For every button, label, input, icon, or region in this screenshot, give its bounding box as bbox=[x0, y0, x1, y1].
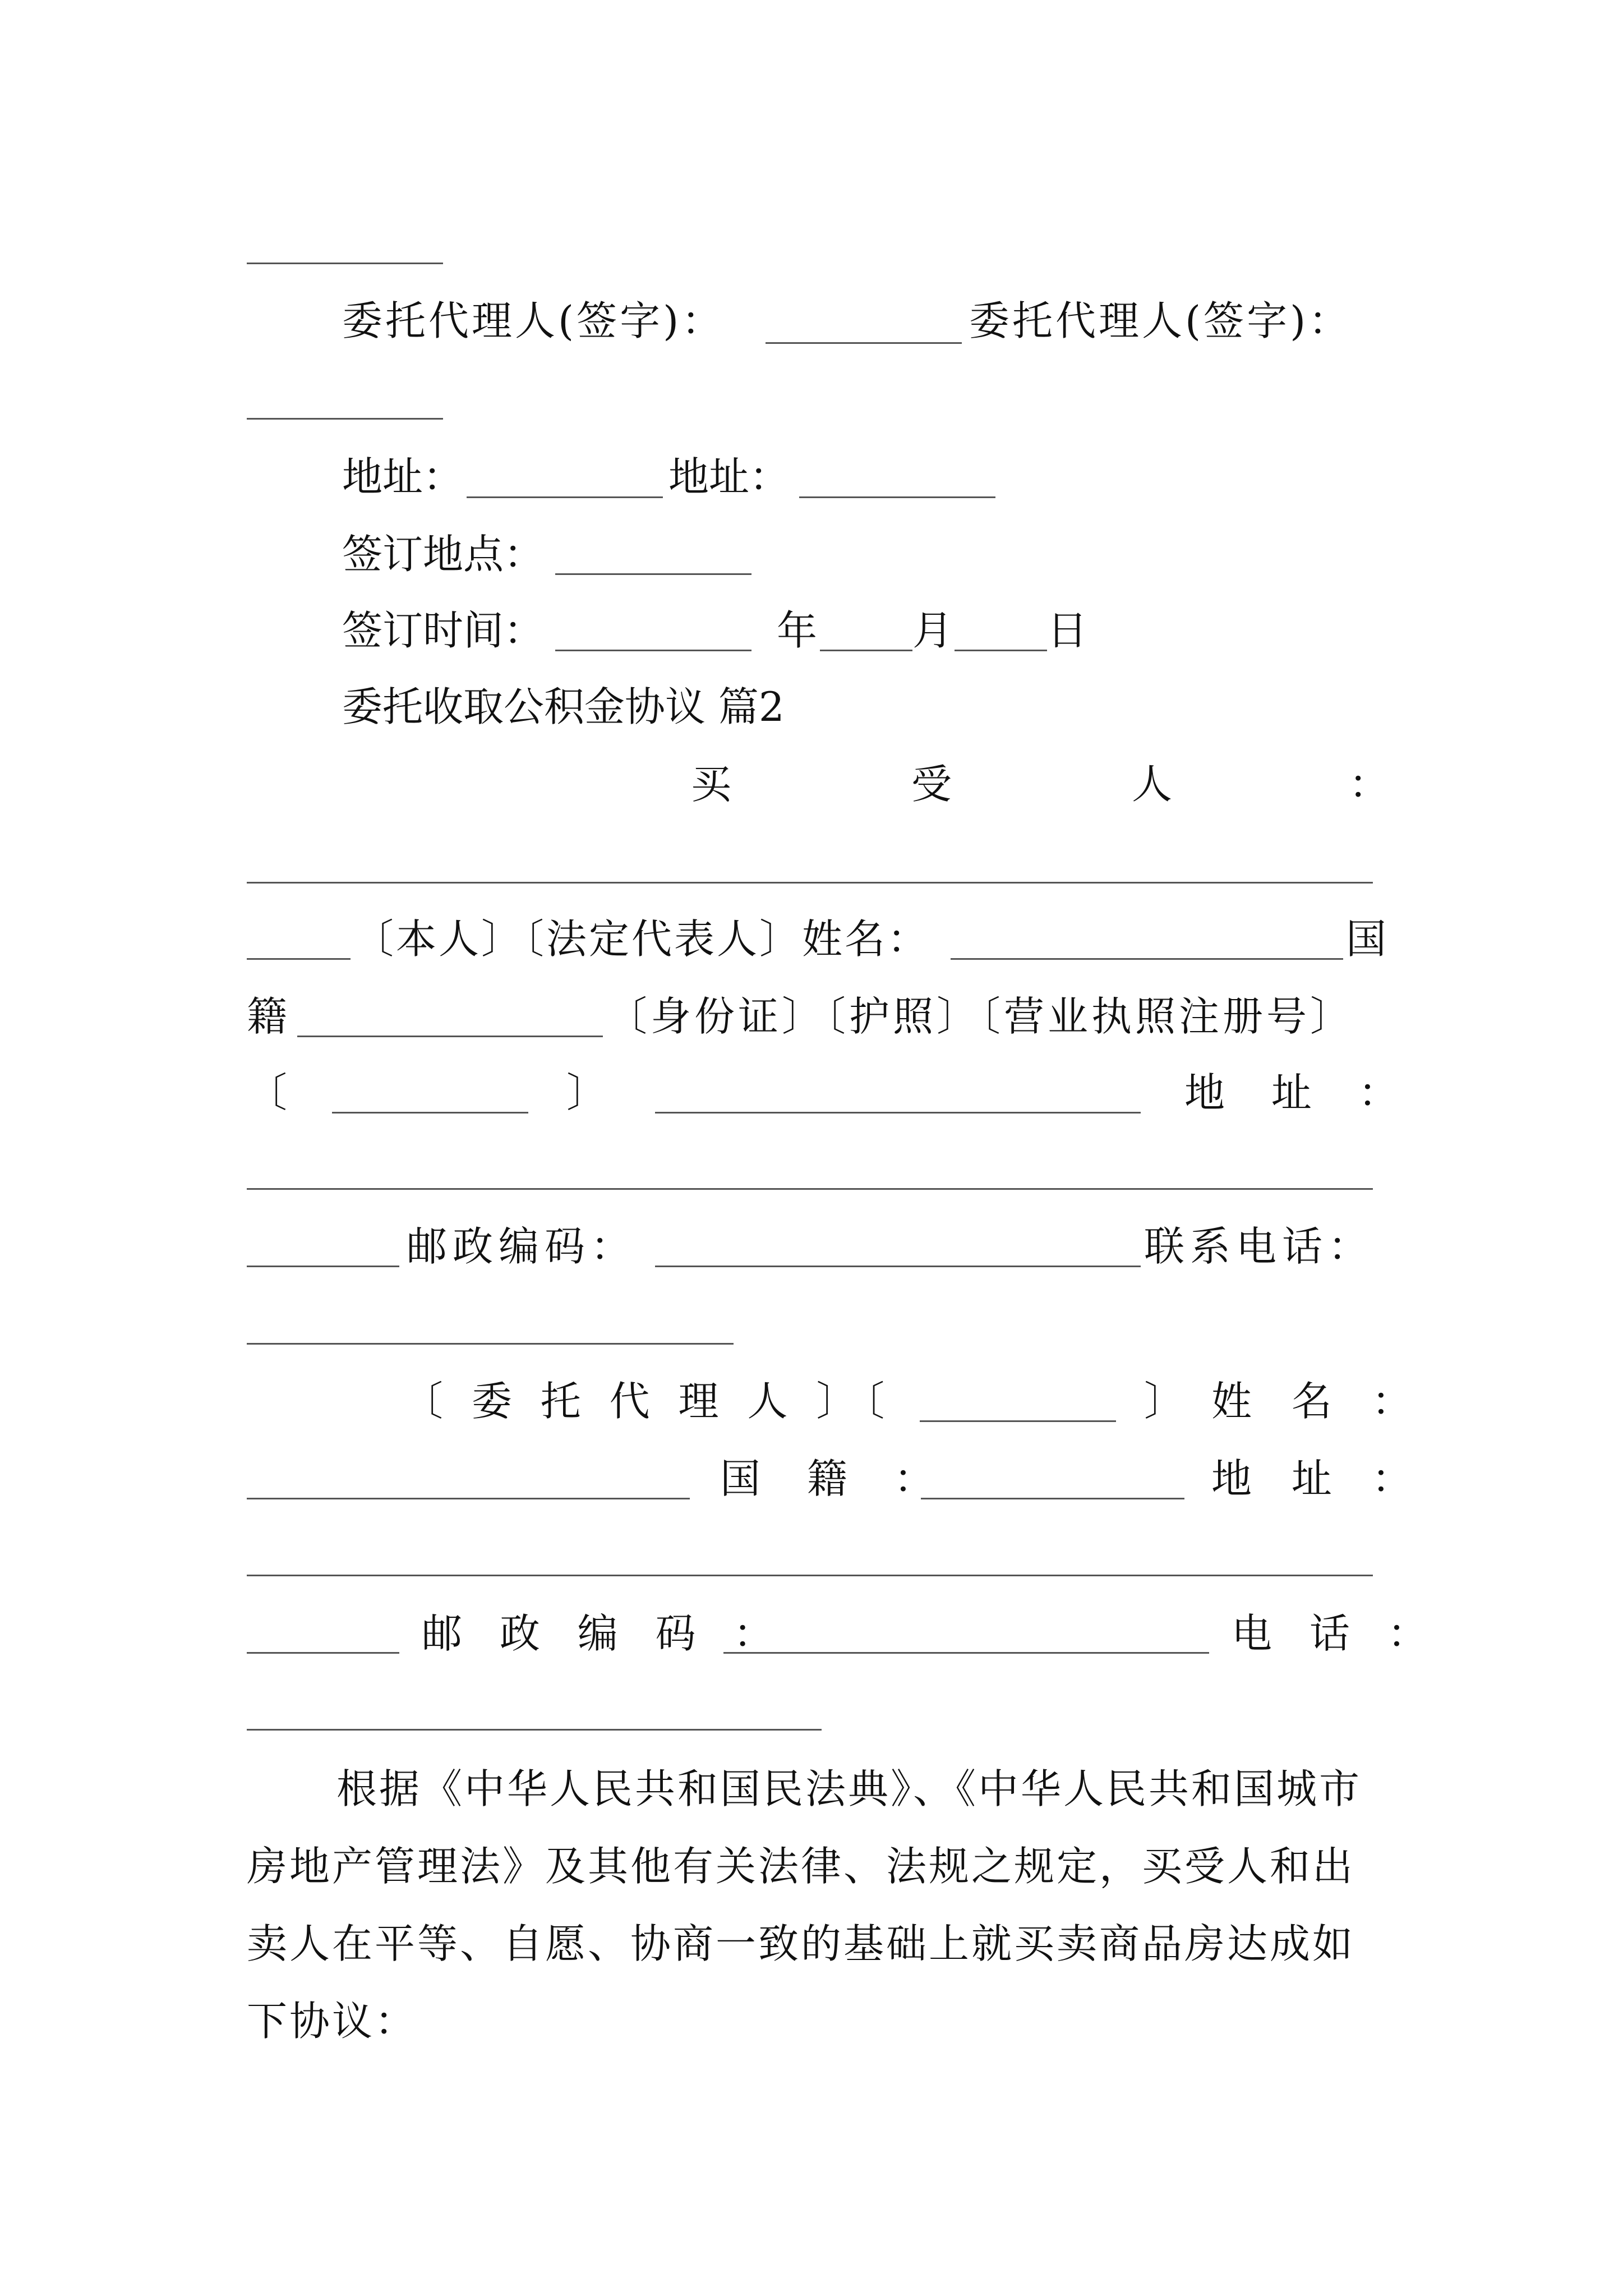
agent-nationality-blank[interactable] bbox=[921, 1498, 1184, 1499]
sign-time-month-blank[interactable] bbox=[955, 650, 1047, 651]
agent-phone-blank[interactable] bbox=[247, 1729, 822, 1731]
buyer-document-types: 〔身份证〕〔护照〕〔营业执照注册号〕 bbox=[607, 993, 1354, 1040]
buyer-phone-label: 联系电话： bbox=[1144, 1223, 1375, 1270]
buyer-label-char-1: 买 bbox=[691, 761, 732, 808]
agent-bracket-close: 〕 bbox=[1144, 1378, 1185, 1425]
buyer-identity-blank-short[interactable] bbox=[247, 958, 351, 960]
buyer-doc-bracket-close: 〕 bbox=[566, 1069, 607, 1116]
agent-name-blank[interactable] bbox=[247, 1498, 690, 1499]
agent-address-blank-cont[interactable] bbox=[247, 1652, 399, 1654]
agent-address-label: 地 址 ： bbox=[1211, 1455, 1426, 1502]
agent-sign-label-left: 委托代理人(签字)： bbox=[342, 297, 725, 344]
preamble-paragraph: 根据《中华人民共和国民法典》、《中华人民共和国城市房地产管理法》及其他有关法律、法规之规定，买受人和出卖人在平等、自愿、协商一致的基础上就买卖商品房达成如下协议： bbox=[247, 1765, 1362, 2045]
agent-sign-blank-left[interactable] bbox=[766, 342, 962, 344]
buyer-label-char-3: 人 bbox=[1132, 761, 1173, 808]
buyer-address-blank[interactable] bbox=[247, 1188, 1373, 1190]
agent-label: 〔 委 托 代 理 人 〕〔 bbox=[403, 1378, 893, 1425]
agent-name-label: 姓 名 ： bbox=[1211, 1378, 1426, 1425]
sign-place-label: 签订地点： bbox=[342, 531, 545, 578]
agent-postal-label: 邮 政 编 码 ： bbox=[422, 1610, 786, 1657]
sign-time-label: 签订时间： bbox=[342, 607, 545, 654]
sign-time-month: 月 bbox=[912, 607, 953, 654]
sign-time-year: 年 bbox=[777, 607, 818, 654]
buyer-phone-blank[interactable] bbox=[247, 1343, 734, 1345]
sign-place-blank[interactable] bbox=[555, 573, 751, 575]
buyer-address-blank-cont[interactable] bbox=[247, 1266, 399, 1267]
buyer-name-blank-full[interactable] bbox=[247, 882, 1373, 884]
sign-time-year-blank[interactable] bbox=[820, 650, 912, 651]
address-label-right: 地址： bbox=[668, 453, 790, 500]
agent-postal-blank[interactable] bbox=[723, 1652, 1209, 1654]
buyer-label-char-4: ： bbox=[1349, 761, 1390, 808]
buyer-doc-type-blank[interactable] bbox=[332, 1112, 528, 1114]
agent-address-blank[interactable] bbox=[247, 1575, 1373, 1576]
agent-nationality-label: 国 籍 ： bbox=[720, 1455, 951, 1502]
buyer-nationality-head: 国 bbox=[1346, 915, 1387, 963]
address-label-left: 地址： bbox=[342, 453, 464, 500]
buyer-label-char-2: 受 bbox=[911, 761, 952, 808]
buyer-legal-name-blank[interactable] bbox=[951, 958, 1343, 960]
buyer-postal-label: 邮政编码： bbox=[407, 1223, 637, 1270]
buyer-identity-label: 〔本人〕〔法定代表人〕姓名： bbox=[353, 915, 930, 963]
address-blank-left[interactable] bbox=[467, 496, 663, 498]
sign-time-day: 日 bbox=[1047, 607, 1088, 654]
buyer-nationality-tail: 籍 bbox=[247, 993, 288, 1040]
signature-blank-top[interactable] bbox=[247, 263, 443, 264]
section-title: 委托收取公积金协议 篇2 bbox=[342, 683, 785, 730]
address-blank-right[interactable] bbox=[799, 496, 995, 498]
buyer-doc-number-blank[interactable] bbox=[655, 1112, 1141, 1114]
agent-sign-label-right: 委托代理人(签字)： bbox=[969, 297, 1352, 344]
buyer-doc-bracket-open: 〔 bbox=[247, 1069, 288, 1116]
agent-type-blank[interactable] bbox=[920, 1420, 1116, 1422]
buyer-postal-blank[interactable] bbox=[655, 1266, 1141, 1267]
buyer-address-label: 地 址 ： bbox=[1184, 1069, 1415, 1116]
agent-sign-blank-right[interactable] bbox=[247, 418, 443, 420]
sign-time-blank[interactable] bbox=[555, 650, 751, 651]
agent-phone-label: 电 话 ： bbox=[1232, 1610, 1440, 1657]
buyer-nationality-blank[interactable] bbox=[297, 1036, 603, 1037]
